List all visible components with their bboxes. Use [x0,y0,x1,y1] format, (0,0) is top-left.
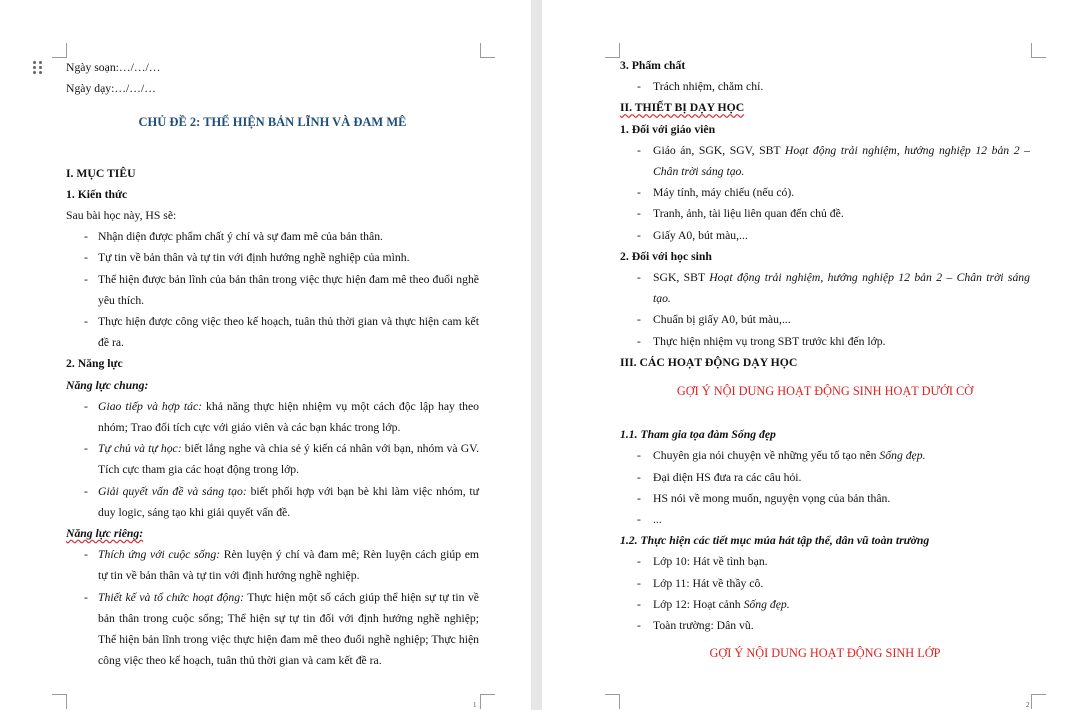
item-text: Thực hiện một số cách giúp thể hiện sự tự tin về bản thân trong cuộc sống; Thể hiện sự tự tin đối với định hướng nghề nghiệp; Thể hiện bản lĩnh trong việc thực hiện đam mê theo đuổi nghề nghiệp; Thực hiện công việc theo kế hoạch, tuân thủ thời gian và cam kết đề ra. [98,590,479,668]
list-item: - Lớp 11: Hát về thầy cô. [620,573,1030,594]
class-activity-heading: GỢI Ý NỘI DUNG HOẠT ĐỘNG SINH LỚP [709,646,941,661]
list-item: - Giáo án, SGK, SGV, SBT Hoạt động trải nghiệm, hướng nghiệp 12 bản 2 – Chân trời sáng tạo. [620,140,1030,182]
list-item: - Chuyên gia nói chuyện về những yếu tố tạo nên Sống đẹp. [620,445,1030,466]
list-item: - Trách nhiệm, chăm chỉ. [620,76,1030,97]
knowledge-intro: Sau bài học này, HS sẽ: [66,209,177,223]
knowledge-heading: 1. Kiến thức [66,187,128,201]
page-number: 1 [473,701,477,709]
list-item: - HS nói về mong muốn, nguyện vọng của bản thân. [620,488,1030,509]
student-heading: 2. Đối với học sinh [620,249,712,263]
prepared-date: Ngày soạn:…/…/… [66,61,161,74]
list-item: - Chuẩn bị giấy A0, bút màu,... [620,309,1030,330]
item-text: biết lắng nghe và chia sẻ ý kiến cá nhân với bạn, nhóm và GV. Tích cực tham gia các hoạt động trong lớp. [98,442,479,477]
page-number: 2 [1026,701,1030,709]
margin-corner-mark [605,694,620,709]
margin-corner-mark [1031,694,1046,709]
list-item: - Tự tin về bản thân và tự tin với định hướng nghề nghiệp của mình. [66,247,479,268]
teaching-date: Ngày dạy:…/…/… [66,82,156,96]
list-item: - Toàn trường: Dân vũ. [620,615,1030,636]
item-text: khả năng thực hiện nhiệm vụ một cách độc lập hay theo nhóm; Trao đổi tích cực với giáo viên và các bạn khác trong lớp. [98,399,479,435]
margin-corner-mark [52,43,67,58]
list-item: - Thực hiện được công việc theo kế hoạch, tuân thủ thời gian và thực hiện cam kết đề ra. [66,311,479,353]
list-item: - Máy tính, máy chiếu (nếu có). [620,182,1030,203]
list-item [66,481,479,523]
document-page-2 [542,0,1076,710]
document-page-1 [0,0,531,710]
list-item: - Lớp 12: Hoạt cảnh Sống đẹp. [620,594,1030,615]
section-heading-activities: III. CÁC HOẠT ĐỘNG DẠY HỌC [620,355,798,369]
list-item: - ... [620,509,1030,530]
list-item: - Thể hiện được bản lĩnh của bản thân trong việc thực hiện đam mê theo đuổi nghề yêu thích. [66,269,479,311]
general-competence-heading: Năng lực chung: [66,378,149,392]
item-term: Thích ứng với cuộc sống: [98,548,221,562]
paragraph-drag-handle-icon[interactable] [33,61,45,75]
list-item [66,396,479,438]
list-item [66,438,479,480]
teacher-heading: 1. Đối với giáo viên [620,122,716,136]
subheading-1-2: 1.2. Thực hiện các tiết mục múa hát tập thể, dân vũ toàn trường [620,534,930,548]
page-2-body[interactable] [620,55,1030,664]
list-item: - Đại diện HS đưa ra các câu hỏi. [620,467,1030,488]
item-text: biết phối hợp với bạn bè khi làm việc nhóm, tư duy logic, sáng tạo khi giải quyết vấn đề. [98,484,480,519]
list-item: - Lớp 10: Hát về tình bạn. [620,551,1030,572]
list-item: - Giấy A0, bút màu,... [620,225,1030,246]
item-term: Giao tiếp và hợp tác: [98,399,203,413]
item-term: Giải quyết vấn đề và sáng tạo: [98,484,247,498]
section-heading-objectives: I. MỤC TIÊU [66,166,136,180]
page-1-body[interactable] [66,57,479,671]
list-item [66,544,479,586]
margin-corner-mark [1031,43,1046,58]
subheading-1-1: 1.1. Tham gia tọa đàm Sống đẹp [620,428,776,442]
list-item: - SGK, SBT Hoạt động trải nghiệm, hướng nghiệp 12 bản 2 – Chân trời sáng tạo. [620,267,1030,309]
margin-corner-mark [52,694,67,709]
competence-heading: 2. Năng lực [66,357,123,371]
section-heading-equipment: II. THIẾT BỊ DẠY HỌC [620,101,745,115]
specific-competence-heading: Năng lực riêng: [66,527,144,541]
item-term: Thiết kế và tổ chức hoạt động: [98,590,244,604]
item-text: Rèn luyện ý chí và đam mê; Rèn luyện cách giúp em tự tin về bản thân và tự tin với định hướng nghề nghiệp. [98,548,479,583]
flag-activity-heading: GỢI Ý NỘI DUNG HOẠT ĐỘNG SINH HOẠT DƯỚI CỜ [676,384,974,399]
list-item [66,587,479,672]
margin-corner-mark [480,43,495,58]
item-term: Tự chủ và tự học: [98,442,182,456]
list-item: - Nhận diện được phẩm chất ý chí và sự đam mê của bản thân. [66,226,479,247]
margin-corner-mark [605,43,620,58]
topic-title: CHỦ ĐỀ 2: THỂ HIỆN BẢN LĨNH VÀ ĐAM MÊ [138,115,407,130]
list-item: - Tranh, ảnh, tài liệu liên quan đến chủ đề. [620,203,1030,224]
margin-corner-mark [480,694,495,709]
list-item: - Thực hiện nhiệm vụ trong SBT trước khi đến lớp. [620,331,1030,352]
qualities-heading: 3. Phẩm chất [620,59,686,72]
